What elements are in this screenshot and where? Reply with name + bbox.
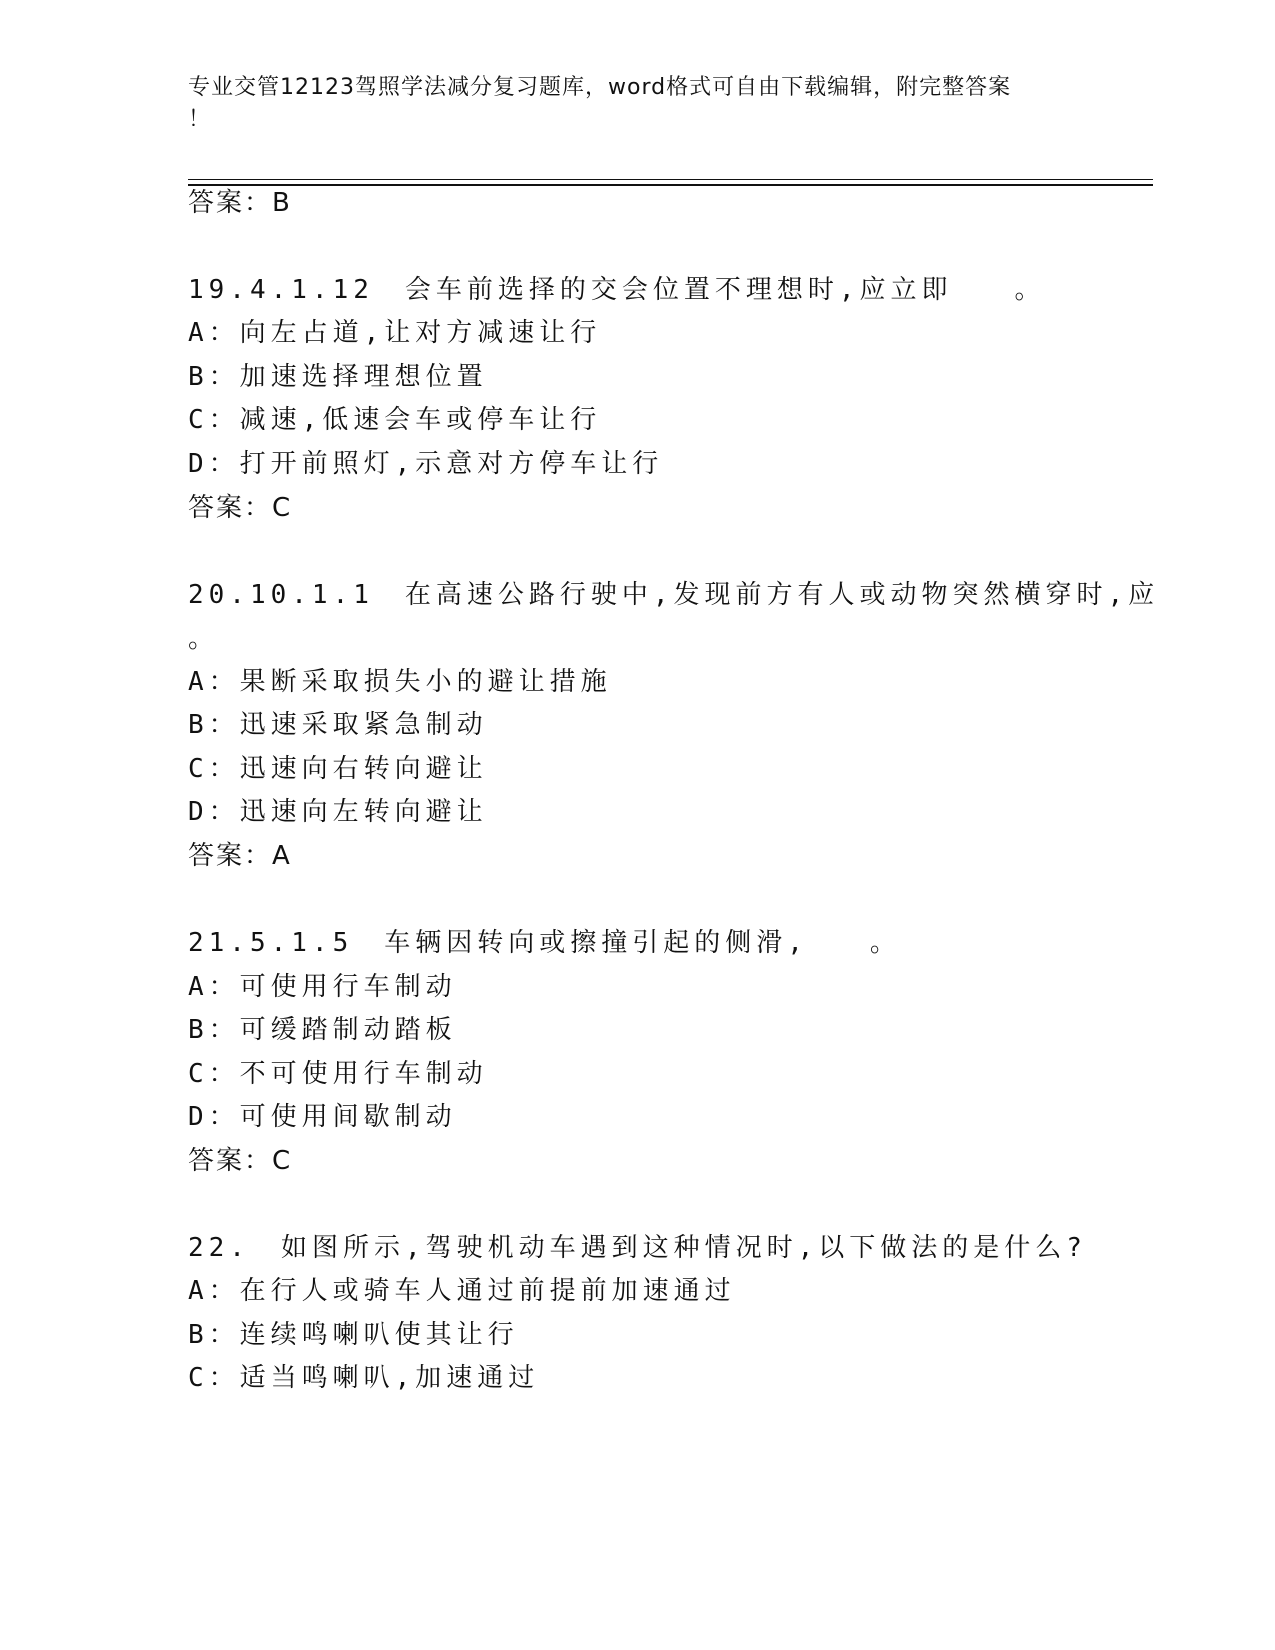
- option-d: D：迅速向左转向避让: [188, 797, 488, 827]
- option-b: B：加速选择理想位置: [188, 362, 488, 392]
- header-rule-thin: [188, 179, 1153, 180]
- header-title: 专业交管12123驾照学法减分复习题库，word格式可自由下载编辑，附完整答案: [188, 75, 1012, 100]
- option-d: D：打开前照灯,示意对方停车让行: [188, 449, 664, 479]
- question-text: 19.4.1.12 会车前选择的交会位置不理想时,应立即 。: [188, 275, 1046, 305]
- option-a: A：果断采取损失小的避让措施: [188, 667, 612, 697]
- header-title-continuation: ！: [188, 107, 212, 132]
- answer-label: 答案：B: [188, 188, 292, 218]
- option-b: B：连续鸣喇叭使其让行: [188, 1320, 519, 1350]
- answer-label: 答案：A: [188, 841, 292, 871]
- question-text: 20.10.1.1 在高速公路行驶中,发现前方有人或动物突然横穿时,应: [188, 580, 1160, 610]
- question-text: 22. 如图所示,驾驶机动车遇到这种情况时,以下做法的是什么?: [188, 1233, 1087, 1263]
- question-text: 21.5.1.5 车辆因转向或擦撞引起的侧滑, 。: [188, 928, 901, 958]
- answer-label: 答案：C: [188, 493, 293, 523]
- option-c: C：迅速向右转向避让: [188, 754, 488, 784]
- option-b: B：可缓踏制动踏板: [188, 1015, 457, 1045]
- answer-label: 答案：C: [188, 1146, 293, 1176]
- option-b: B：迅速采取紧急制动: [188, 710, 488, 740]
- option-d: D：可使用间歇制动: [188, 1102, 457, 1132]
- option-c: C：不可使用行车制动: [188, 1059, 488, 1089]
- option-a: A：在行人或骑车人通过前提前加速通过: [188, 1276, 736, 1306]
- header-rule-thick: [188, 184, 1153, 186]
- option-c: C：适当鸣喇叭,加速通过: [188, 1363, 540, 1393]
- question-text-continuation: 。: [188, 624, 220, 654]
- option-a: A：向左占道,让对方减速让行: [188, 318, 602, 348]
- option-a: A：可使用行车制动: [188, 972, 457, 1002]
- option-c: C：减速,低速会车或停车让行: [188, 405, 602, 435]
- document-header: [188, 72, 1088, 136]
